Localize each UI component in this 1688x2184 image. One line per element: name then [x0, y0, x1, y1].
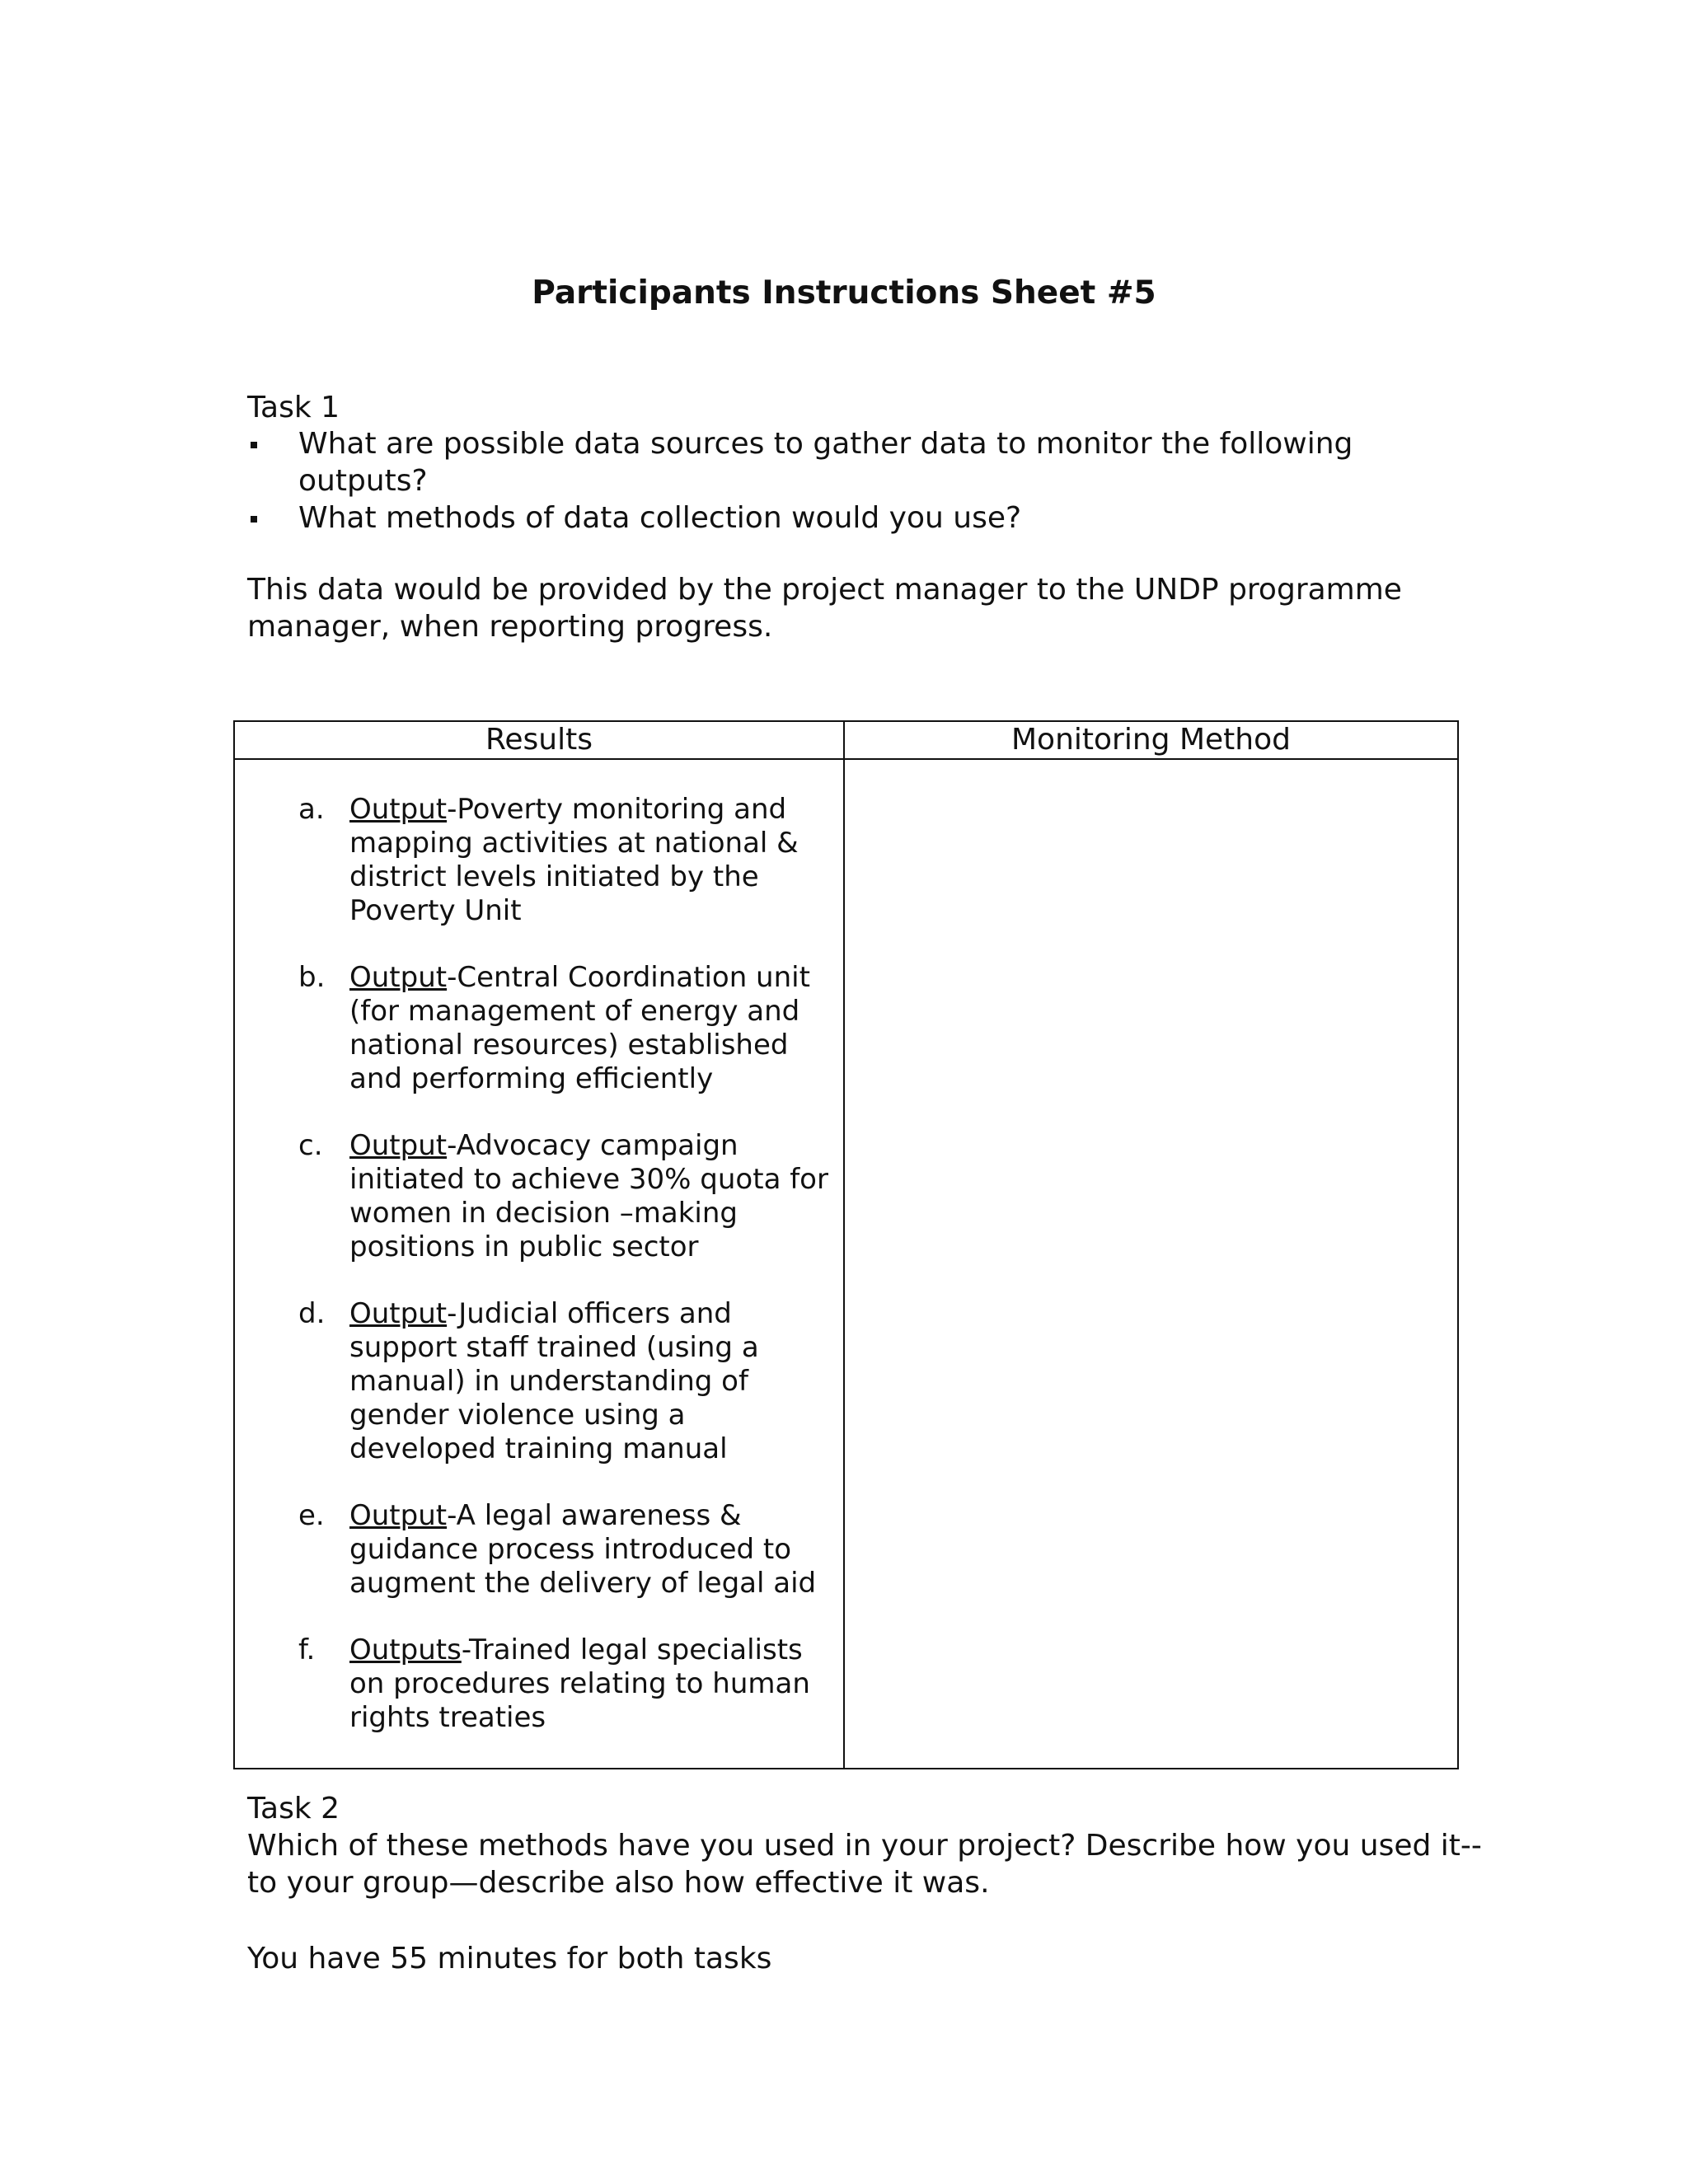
output-item [235, 1499, 843, 1601]
output-term: Output [349, 1297, 448, 1330]
task-2-text: Which of these methods have you used in your project? Describe how you used it-- to your group—describe also how effective it was. [247, 1829, 1482, 1900]
task-1-questions [247, 425, 1442, 537]
output-text: -Central Coordination unit (for management of energy and national resources) established and performing efficiently [349, 961, 810, 1095]
time-note: You have 55 minutes for both tasks [247, 1942, 772, 1975]
output-text: -Poverty monitoring and mapping activities at national & district levels initiated by the Poverty Unit [349, 793, 799, 927]
question-text: What are possible data sources to gather data to monitor the following outputs? [298, 427, 1353, 498]
output-item [235, 1297, 843, 1466]
output-text: -Advocacy campaign initiated to achieve 30% quota for women in decision –making positions in public sector [349, 1129, 828, 1263]
output-text: -Judicial officers and support staff trained (using a manual) in understanding of gender violence using a developed training manual [349, 1297, 759, 1465]
output-letter: b. [298, 961, 326, 994]
output-letter: e. [298, 1499, 325, 1532]
question-item [247, 499, 1442, 537]
output-text: -A legal awareness & guidance process introduced to augment the delivery of legal aid [349, 1499, 817, 1600]
monitoring-method-column-header: Monitoring Method [844, 721, 1458, 759]
output-item [235, 1129, 843, 1264]
task-2-label: Task 2 [247, 1792, 340, 1825]
output-letter: a. [298, 793, 325, 826]
page-title: Participants Instructions Sheet #5 [532, 274, 1156, 312]
task-1-label: Task 1 [247, 391, 340, 424]
output-term: Output [349, 1499, 448, 1532]
question-text: What methods of data collection would you use? [298, 501, 1022, 535]
output-item [235, 1633, 843, 1735]
output-item [235, 793, 843, 928]
output-term: Output [349, 793, 448, 826]
monitoring-method-cell[interactable] [844, 759, 1458, 1769]
output-letter: d. [298, 1297, 326, 1330]
output-text: -Trained legal specialists on procedures relating to human rights treaties [349, 1633, 810, 1734]
task-1-note: This data would be provided by the project manager to the UNDP programme manager, when reporting progress. [247, 573, 1402, 644]
results-table [233, 720, 1459, 1769]
output-letter: c. [298, 1129, 323, 1162]
results-column-header: Results [234, 721, 844, 759]
outputs-list [235, 760, 843, 1735]
question-item [247, 425, 1442, 499]
results-cell [234, 759, 844, 1769]
output-term: Outputs [349, 1633, 462, 1666]
bullet-icon [251, 442, 257, 448]
output-term: Output [349, 961, 448, 994]
output-item [235, 961, 843, 1096]
bullet-icon [251, 516, 257, 523]
output-letter: f. [298, 1633, 316, 1666]
output-term: Output [349, 1129, 448, 1162]
